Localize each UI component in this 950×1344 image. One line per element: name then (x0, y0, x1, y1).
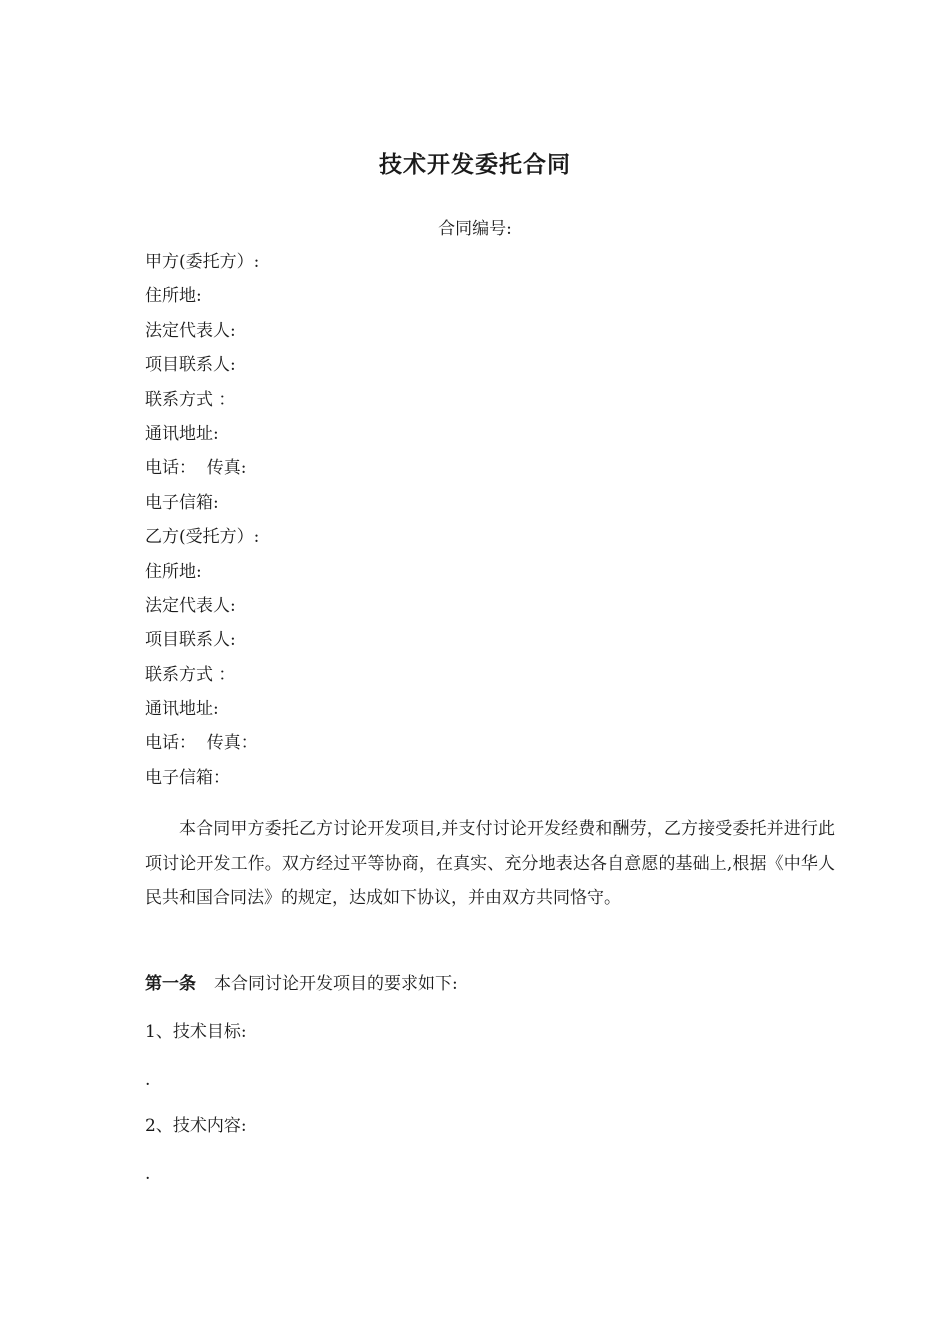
article-1-heading: 第一条 (145, 974, 196, 994)
party-a-mailing-address: 通讯地址: (145, 423, 219, 444)
article-1 (145, 972, 835, 996)
item-technical-goal: 1、技术目标: (145, 1022, 247, 1042)
party-b-label: 乙方(受托方）: (145, 527, 260, 548)
item-placeholder-dot: . (145, 1164, 151, 1184)
contract-number-label: 合同编号: (438, 219, 512, 239)
article-1-text: 本合同讨论开发项目的要求如下: (214, 974, 458, 994)
party-b-phone-fax: 电话： 传真： (145, 733, 258, 754)
party-a-legal-rep: 法定代表人: (145, 320, 236, 341)
item-technical-content: 2、技术内容: (145, 1116, 247, 1136)
party-a-project-contact: 项目联系人: (145, 355, 236, 376)
party-info-fields (145, 250, 835, 800)
party-b-legal-rep: 法定代表人: (145, 595, 236, 616)
party-a-label: 甲方(委托方）: (145, 252, 260, 272)
party-a-phone-fax: 电话： 传真: (145, 458, 247, 479)
party-a-contact-method: 联系方式 ： (145, 389, 236, 410)
party-b-address: 住所地: (145, 561, 202, 582)
party-b-email: 电子信箱： (145, 767, 230, 788)
party-a-email: 电子信箱: (145, 492, 219, 513)
party-b-contact-method: 联系方式 ： (145, 664, 236, 685)
party-b-project-contact: 项目联系人: (145, 630, 236, 651)
party-a-address: 住所地: (145, 286, 202, 307)
party-b-mailing-address: 通讯地址: (145, 699, 219, 720)
intro-paragraph: 本合同甲方委托乙方讨论开发项目,并支付讨论开发经费和酬劳，乙方接受委托并进行此项讨论开发工作。双方经过平等协商，在真实、充分地表达各自意愿的基础上,根据《中华人民共和国合同法》的规定，达成如下协议，并由双方共同恪守。 (145, 819, 835, 908)
item-placeholder-dot: . (145, 1070, 151, 1090)
document-title: 技术开发委托合同 (379, 151, 571, 178)
